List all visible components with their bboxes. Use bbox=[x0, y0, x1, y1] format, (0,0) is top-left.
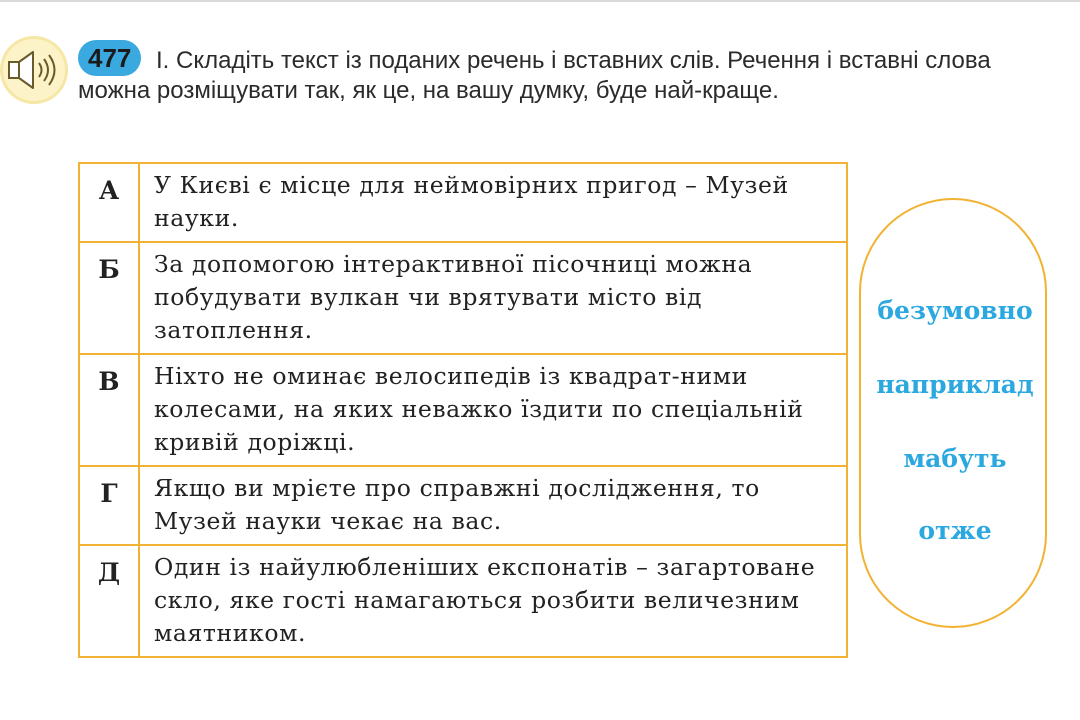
row-sentence: За допомогою інтерактивної пісочниці можна побудувати вулкан чи врятувати місто від затоплення. bbox=[139, 242, 847, 354]
table-row bbox=[79, 242, 847, 354]
row-sentence: Ніхто не оминає велосипедів із квадрат-ними колесами, на яких неважко їздити по спеціальній кривій доріжці. bbox=[139, 354, 847, 466]
word-item: мабуть bbox=[903, 444, 1007, 473]
table-row bbox=[79, 466, 847, 545]
table-row bbox=[79, 163, 847, 242]
task-text: I. Складіть текст із поданих речень і вставних слів. Речення і вставні слова можна розміщувати так, як це, на вашу думку, буде най-краще. bbox=[78, 47, 991, 104]
word-item: наприклад bbox=[876, 370, 1034, 399]
audio-button[interactable] bbox=[0, 36, 68, 104]
row-sentence: Якщо ви мрієте про справжні дослідження, то Музей науки чекає на вас. bbox=[139, 466, 847, 545]
top-divider bbox=[0, 0, 1080, 2]
row-letter: В bbox=[79, 354, 139, 466]
row-letter: Г bbox=[79, 466, 139, 545]
task-number-badge: 477 bbox=[78, 40, 141, 76]
speaker-icon bbox=[7, 50, 61, 90]
task-instruction bbox=[78, 46, 1068, 106]
row-letter: Б bbox=[79, 242, 139, 354]
row-letter: Д bbox=[79, 545, 139, 657]
table-row bbox=[79, 545, 847, 657]
sentences-table bbox=[78, 162, 848, 658]
word-item: безумовно bbox=[877, 296, 1033, 325]
row-letter: А bbox=[79, 163, 139, 242]
row-sentence: Один із найулюбленіших експонатів – загартоване скло, яке гості намагаються розбити величезним маятником. bbox=[139, 545, 847, 657]
row-sentence: У Києві є місце для неймовірних пригод – Музей науки. bbox=[139, 163, 847, 242]
parenthetical-words-box bbox=[859, 198, 1047, 628]
table-row bbox=[79, 354, 847, 466]
word-item: отже bbox=[918, 516, 992, 545]
